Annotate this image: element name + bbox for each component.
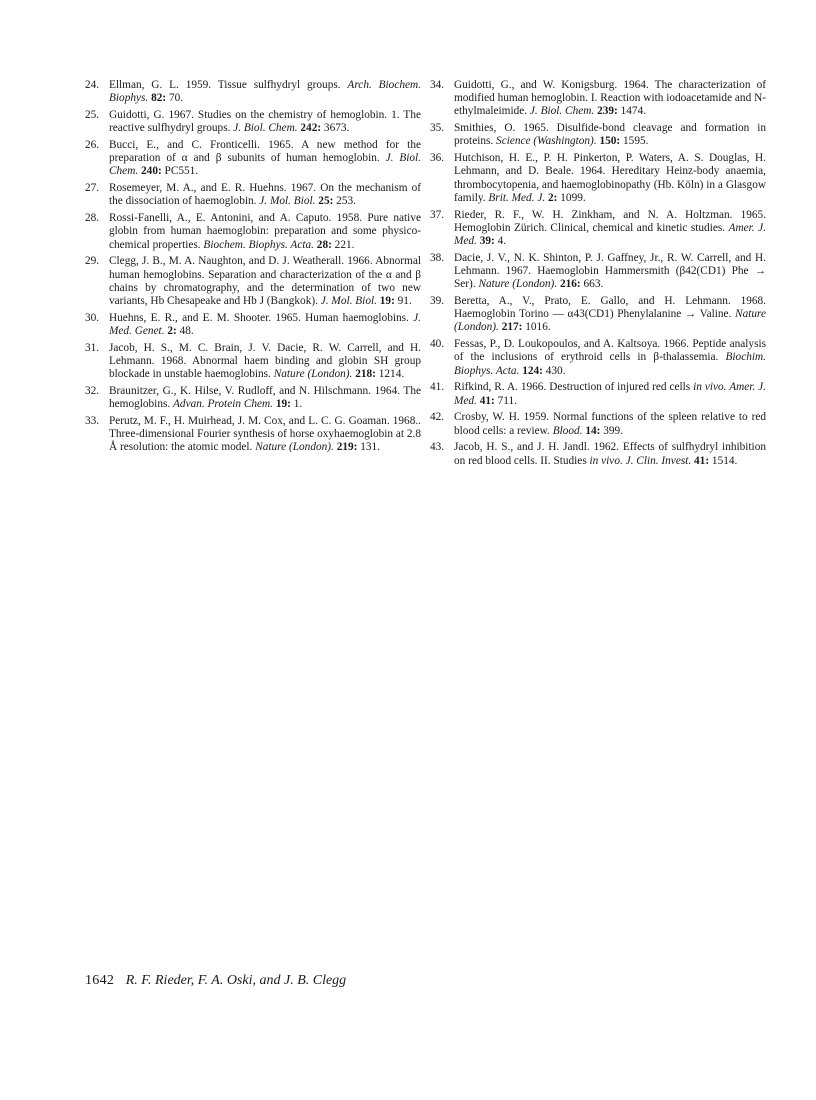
reference-number: 38. — [430, 251, 445, 264]
reference-text: Rifkind, R. A. 1966. Destruction of injured red cells — [454, 381, 694, 394]
volume-number: 239: — [597, 105, 618, 118]
volume-number: 82: — [151, 92, 167, 105]
reference-text: Braunitzer, G., K. Hilse, V. Rudloff, and N. Hilschmann. 1964. The hemoglobins. — [109, 385, 421, 411]
reference-text: Guidotti, G. 1967. Studies on the chemistry of hemoglobin. 1. The reactive sulfhydryl groups. — [109, 109, 421, 135]
journal-title: Biochim. Biophys. Acta. — [454, 351, 766, 377]
reference-entry — [430, 411, 766, 437]
reference-text: Bucci, E., and C. Fronticelli. 1965. A new method for the preparation of α and β subunits of human hemoglobin. — [109, 139, 421, 165]
reference-text: Hutchison, H. E., P. H. Pinkerton, P. Waters, A. S. Douglas, H. Lehmann, and D. Beale. 1964. Hereditary Heinz-body anaemia, thrombocytopenia, and haemoglobinopathy (Hb. Köln) in a Glasgow family. — [454, 152, 766, 204]
reference-text: Huehns, E. R., and E. M. Shooter. 1965. Human haemoglobins. — [109, 311, 414, 324]
journal-title: in vivo. Amer. J. Med. — [454, 381, 767, 407]
volume-number: 25: — [318, 195, 334, 208]
volume-number: 217: — [501, 321, 523, 334]
volume-number: 124: — [522, 364, 543, 377]
journal-title: J. Mol. Biol. — [320, 295, 377, 308]
reference-number: 31. — [85, 341, 100, 354]
reference-number: 25. — [85, 109, 100, 121]
reference-entry — [85, 342, 421, 382]
volume-number: 39: — [479, 235, 495, 248]
reference-text: 131. — [357, 441, 381, 454]
journal-title: Advan. Protein Chem. — [173, 398, 273, 411]
reference-text: Guidotti, G., and W. Konigsburg. 1964. The characterization of modified human hemoglobin. I. Reaction with iodoacetamide and N-ethylmaleimide. — [454, 79, 766, 118]
journal-title: J. Biol. Chem. — [109, 152, 421, 178]
reference-text: Rieder, R. F., W. H. Zinkham, and N. A. Holtzman. 1965. Hemoglobin Zürich. Clinical, chemical and kinetic studies. — [454, 208, 766, 234]
reference-list-left-column — [85, 79, 421, 458]
reference-number: 29. — [85, 255, 100, 268]
journal-title: Amer. J. Med. — [454, 221, 766, 248]
volume-number: 28: — [316, 238, 332, 251]
reference-entry — [430, 209, 766, 249]
journal-title: Blood. — [552, 424, 583, 437]
reference-text: Rosemeyer, M. A., and E. R. Huehns. 1967. On the mechanism of the dissociation of haemoglobin. — [109, 182, 421, 208]
volume-number: 218: — [355, 368, 376, 381]
volume-number: 240: — [141, 165, 162, 178]
reference-text: Perutz, M. F., H. Muirhead, J. M. Cox, and L. C. G. Goaman. 1968.. Three-dimensional Fourier synthesis of horse oxyhaemoglobin at 2.8 Å resolution: the atomic model. — [109, 415, 421, 454]
reference-text: 1016. — [522, 321, 551, 334]
reference-number: 33. — [85, 415, 100, 428]
reference-entry — [430, 79, 766, 119]
volume-number: 242: — [300, 122, 322, 135]
volume-number: 19: — [379, 295, 395, 308]
reference-text: Clegg, J. B., M. A. Naughton, and D. J. Weatherall. 1966. Abnormal human hemoglobins. Separation and characterization of the α and β chains by chromatography, and the determination of two new variants, Hb Chesapeake and Hb J (Bangkok). — [109, 255, 421, 308]
reference-number: 27. — [85, 182, 100, 195]
journal-title: Nature (London). — [273, 368, 353, 381]
journal-title: Brit. Med. J. — [488, 191, 546, 204]
journal-title: J. Med. Genet. — [109, 311, 421, 338]
reference-number: 37. — [430, 208, 445, 221]
reference-text: Jacob, H. S., M. C. Brain, J. V. Dacie, R. W. Carrell, and H. Lehmann. 1968. Abnormal haem binding and globin SH group blockade in unstable haemoglobins. — [109, 341, 421, 381]
reference-entry — [430, 122, 766, 148]
reference-entry — [85, 255, 421, 308]
reference-number: 39. — [430, 295, 445, 308]
reference-number: 43. — [430, 441, 445, 454]
reference-text: 430. — [542, 364, 566, 377]
reference-text: 399. — [600, 424, 624, 437]
reference-entry — [85, 139, 421, 179]
reference-text: Crosby, W. H. 1959. Normal functions of the spleen relative to red blood cells: a review. — [454, 411, 766, 437]
reference-text: 91. — [394, 295, 412, 308]
reference-text: Dacie, J. V., N. K. Shinton, P. J. Gaffney, Jr., R. W. Carrell, and H. Lehmann. 1967. Haemoglobin Hammersmith (β42(CD1) Phe → Ser). — [454, 251, 766, 291]
reference-text: 1. — [290, 398, 303, 411]
journal-title: Arch. Biochem. Biophys. — [109, 79, 421, 105]
volume-number: 216: — [559, 278, 581, 291]
reference-entry — [85, 212, 421, 252]
reference-text: 221. — [331, 238, 355, 251]
reference-entry — [85, 109, 421, 135]
reference-number: 36. — [430, 152, 445, 165]
journal-title: in vivo. J. Clin. Invest. — [589, 454, 692, 467]
reference-entry — [85, 312, 421, 338]
reference-number: 30. — [85, 311, 100, 324]
reference-text: 70. — [166, 92, 184, 105]
reference-number: 32. — [85, 385, 100, 398]
volume-number: 19: — [275, 398, 291, 411]
reference-text: Smithies, O. 1965. Disulfide-bond cleavage and formation in proteins. — [454, 122, 766, 148]
volume-number: 41: — [479, 394, 495, 407]
reference-number: 42. — [430, 411, 445, 424]
reference-text: 1099. — [557, 191, 586, 204]
volume-number: 14: — [585, 424, 601, 437]
reference-entry — [430, 252, 766, 292]
journal-title: J. Biol. Chem. — [529, 105, 595, 118]
journal-title: J. Mol. Biol. — [259, 195, 316, 208]
reference-text: 711. — [494, 394, 517, 407]
reference-entry — [430, 152, 766, 205]
reference-text: PC551. — [161, 165, 199, 178]
reference-number: 41. — [430, 381, 445, 394]
volume-number: 219: — [336, 441, 358, 454]
page-footer — [85, 973, 346, 989]
reference-number: 26. — [85, 139, 100, 151]
reference-number: 35. — [430, 122, 445, 135]
reference-text: 1514. — [709, 454, 738, 467]
reference-text: Beretta, A., V., Prato, E. Gallo, and H. Lehmann. 1968. Haemoglobin Torino — α43(CD1) Phenylalanine → Valine. — [454, 295, 766, 321]
reference-entry — [430, 338, 766, 378]
reference-text: Jacob, H. S., and J. H. Jandl. 1962. Effects of sulfhydryl inhibition on red blood cells. II. Studies — [454, 441, 766, 467]
volume-number: 2: — [548, 191, 558, 204]
reference-number: 40. — [430, 338, 445, 351]
page-number: 1642 — [85, 973, 115, 988]
reference-text: 1474. — [617, 105, 647, 118]
reference-entry — [430, 381, 766, 407]
reference-text: Rossi-Fanelli, A., E. Antonini, and A. Caputo. 1958. Pure native globin from human haemoglobin: preparation and some physico-chemical properties. — [109, 212, 421, 251]
reference-entry — [85, 415, 421, 455]
journal-title: Science (Washington). — [496, 135, 597, 148]
reference-number: 34. — [430, 79, 445, 91]
reference-entry — [430, 295, 766, 335]
reference-text: 48. — [176, 325, 194, 338]
reference-text: 253. — [333, 195, 356, 208]
reference-text: 4. — [494, 235, 507, 248]
reference-number: 28. — [85, 212, 100, 225]
reference-number: 24. — [85, 79, 100, 91]
reference-list-right-column — [430, 79, 766, 471]
reference-text: 1595. — [620, 135, 649, 148]
reference-text: Ellman, G. L. 1959. Tissue sulfhydryl groups. — [109, 79, 348, 91]
journal-title: Nature (London). — [255, 441, 334, 454]
journal-title: Nature (London). — [454, 308, 766, 334]
journal-title: Nature (London). — [478, 278, 558, 291]
reference-entry — [85, 79, 421, 105]
volume-number: 150: — [599, 135, 621, 148]
journal-title: Biochem. Biophys. Acta. — [203, 238, 314, 251]
reference-text: 3673. — [321, 122, 350, 135]
running-authors: R. F. Rieder, F. A. Oski, and J. B. Clegg — [125, 973, 347, 988]
reference-text: 663. — [580, 278, 604, 291]
reference-entry — [430, 441, 766, 467]
reference-text: Fessas, P., D. Loukopoulos, and A. Kaltsoya. 1966. Peptide analysis of the inclusions of erythroid cells in β-thalassemia. — [454, 338, 766, 364]
volume-number: 41: — [694, 454, 710, 467]
reference-text: 1214. — [375, 368, 405, 381]
reference-entry — [85, 182, 421, 208]
journal-title: J. Biol. Chem. — [233, 122, 298, 135]
reference-entry — [85, 385, 421, 411]
volume-number: 2: — [167, 325, 177, 338]
